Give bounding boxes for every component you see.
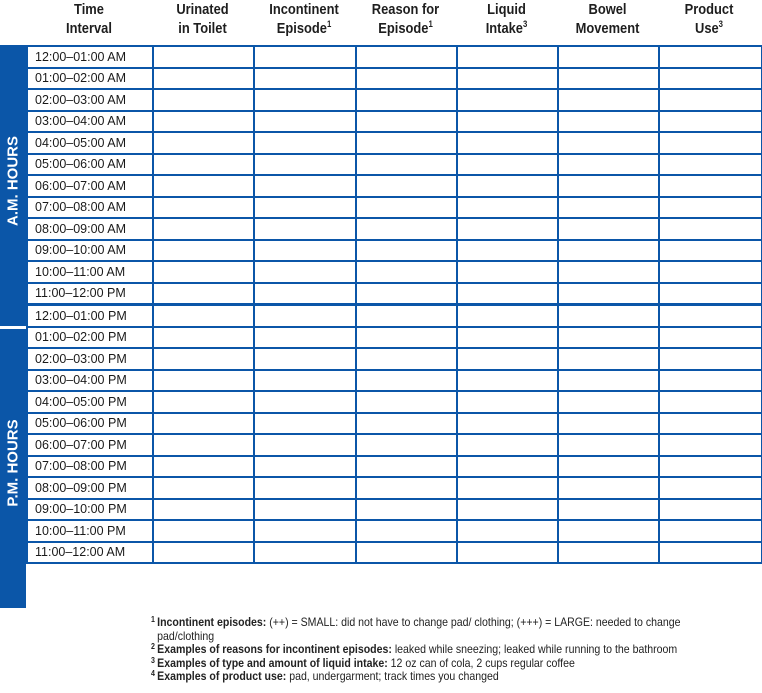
bowel-movement-cell[interactable] — [558, 132, 659, 154]
incontinent-episode-cell[interactable] — [254, 391, 356, 413]
reason-for-episode-cell[interactable] — [356, 434, 457, 456]
time-interval-cell: 01:00–02:00 AM — [27, 68, 153, 90]
product-use-cell[interactable] — [659, 391, 762, 413]
bowel-movement-cell[interactable] — [558, 477, 659, 499]
header-urinated-in-toilet: Urinated in Toilet — [176, 1, 229, 37]
urinated-in-toilet-cell[interactable] — [153, 175, 254, 197]
liquid-intake-cell[interactable] — [457, 154, 558, 176]
pm-hours-sidebar — [0, 329, 26, 608]
urinated-in-toilet-cell[interactable] — [153, 111, 254, 133]
urinated-in-toilet-cell[interactable] — [153, 370, 254, 392]
product-use-cell[interactable] — [659, 89, 762, 111]
liquid-intake-cell[interactable] — [457, 261, 558, 283]
reason-for-episode-cell[interactable] — [356, 348, 457, 370]
footnote-1: 1 Incontinent episodes: (++) = SMALL: did not have to change pad/ clothing; (+++) = LARGE: needed to change pad/clothing — [151, 615, 681, 643]
bowel-movement-cell[interactable] — [558, 175, 659, 197]
bowel-movement-cell[interactable] — [558, 391, 659, 413]
bowel-movement-cell[interactable] — [558, 499, 659, 521]
incontinent-episode-cell[interactable] — [254, 305, 356, 327]
product-use-cell[interactable] — [659, 68, 762, 90]
liquid-intake-cell[interactable] — [457, 218, 558, 240]
liquid-intake-cell[interactable] — [457, 283, 558, 305]
time-interval-cell: 02:00–03:00 PM — [27, 348, 153, 370]
urinated-in-toilet-cell[interactable] — [153, 327, 254, 349]
table-header — [0, 0, 762, 45]
urinated-in-toilet-cell[interactable] — [153, 132, 254, 154]
incontinent-episode-cell[interactable] — [254, 68, 356, 90]
incontinent-episode-cell[interactable] — [254, 132, 356, 154]
footnote-ref: 3 — [718, 19, 723, 29]
product-use-cell[interactable] — [659, 154, 762, 176]
table-row — [27, 111, 762, 133]
liquid-intake-cell[interactable] — [457, 89, 558, 111]
incontinent-episode-cell[interactable] — [254, 46, 356, 68]
reason-for-episode-cell[interactable] — [356, 132, 457, 154]
table-row — [27, 348, 762, 370]
table-row — [27, 240, 762, 262]
am-hours-sidebar — [0, 45, 26, 327]
table-row — [27, 520, 762, 542]
liquid-intake-cell[interactable] — [457, 456, 558, 478]
reason-for-episode-cell[interactable] — [356, 68, 457, 90]
urinated-in-toilet-cell[interactable] — [153, 456, 254, 478]
reason-for-episode-cell[interactable] — [356, 370, 457, 392]
table-row — [27, 46, 762, 68]
footnote-4: 4 Examples of product use: pad, undergarment; track times you changed — [151, 669, 499, 684]
urinated-in-toilet-cell[interactable] — [153, 197, 254, 219]
table-row — [27, 305, 762, 327]
urinated-in-toilet-cell[interactable] — [153, 154, 254, 176]
table-row — [27, 68, 762, 90]
time-interval-cell: 12:00–01:00 PM — [27, 305, 153, 327]
table-row — [27, 327, 762, 349]
reason-for-episode-cell[interactable] — [356, 327, 457, 349]
time-interval-cell: 06:00–07:00 PM — [27, 434, 153, 456]
urinated-in-toilet-cell[interactable] — [153, 499, 254, 521]
table-row — [27, 132, 762, 154]
bowel-movement-cell[interactable] — [558, 111, 659, 133]
reason-for-episode-cell[interactable] — [356, 391, 457, 413]
time-interval-cell: 11:00–12:00 PM — [27, 283, 153, 305]
header-time-interval: Time Interval — [66, 1, 112, 37]
incontinent-episode-cell[interactable] — [254, 218, 356, 240]
diary-grid-body — [27, 46, 762, 563]
urinated-in-toilet-cell[interactable] — [153, 434, 254, 456]
liquid-intake-cell[interactable] — [457, 520, 558, 542]
liquid-intake-cell[interactable] — [457, 391, 558, 413]
reason-for-episode-cell[interactable] — [356, 111, 457, 133]
table-row — [27, 542, 762, 564]
incontinent-episode-cell[interactable] — [254, 456, 356, 478]
bowel-movement-cell[interactable] — [558, 370, 659, 392]
incontinent-episode-cell[interactable] — [254, 370, 356, 392]
table-row — [27, 499, 762, 521]
liquid-intake-cell[interactable] — [457, 370, 558, 392]
reason-for-episode-cell[interactable] — [356, 46, 457, 68]
urinated-in-toilet-cell[interactable] — [153, 520, 254, 542]
incontinent-episode-cell[interactable] — [254, 283, 356, 305]
incontinent-episode-cell[interactable] — [254, 261, 356, 283]
incontinent-episode-cell[interactable] — [254, 348, 356, 370]
time-interval-cell: 05:00–06:00 AM — [27, 154, 153, 176]
reason-for-episode-cell[interactable] — [356, 197, 457, 219]
liquid-intake-cell[interactable] — [457, 132, 558, 154]
product-use-cell[interactable] — [659, 456, 762, 478]
table-row — [27, 261, 762, 283]
footnote-ref: 1 — [326, 19, 332, 29]
footnote-ref: 3 — [522, 19, 528, 29]
incontinent-episode-cell[interactable] — [254, 154, 356, 176]
product-use-cell[interactable] — [659, 499, 762, 521]
table-row — [27, 434, 762, 456]
table-row — [27, 370, 762, 392]
liquid-intake-cell[interactable] — [457, 542, 558, 564]
liquid-intake-cell[interactable] — [457, 197, 558, 219]
bowel-movement-cell[interactable] — [558, 261, 659, 283]
liquid-intake-cell[interactable] — [457, 413, 558, 435]
table-row — [27, 456, 762, 478]
bowel-movement-cell[interactable] — [558, 283, 659, 305]
urinated-in-toilet-cell[interactable] — [153, 348, 254, 370]
header-bowel-movement: Bowel Movement — [575, 1, 640, 37]
reason-for-episode-cell[interactable] — [356, 542, 457, 564]
time-interval-cell: 03:00–04:00 AM — [27, 111, 153, 133]
time-interval-cell: 04:00–05:00 PM — [27, 391, 153, 413]
liquid-intake-cell[interactable] — [457, 46, 558, 68]
bowel-movement-cell[interactable] — [558, 218, 659, 240]
product-use-cell[interactable] — [659, 434, 762, 456]
incontinent-episode-cell[interactable] — [254, 175, 356, 197]
table-row — [27, 197, 762, 219]
time-interval-cell: 02:00–03:00 AM — [27, 89, 153, 111]
bowel-movement-cell[interactable] — [558, 197, 659, 219]
time-interval-cell: 10:00–11:00 PM — [27, 520, 153, 542]
time-interval-cell: 09:00–10:00 PM — [27, 499, 153, 521]
footnote-2: 2 Examples of reasons for incontinent episodes: leaked while sneezing; leaked while running to the bathroom — [151, 642, 678, 657]
product-use-cell[interactable] — [659, 218, 762, 240]
urinated-in-toilet-cell[interactable] — [153, 46, 254, 68]
reason-for-episode-cell[interactable] — [356, 413, 457, 435]
liquid-intake-cell[interactable] — [457, 348, 558, 370]
am-hours-label: A.M. HOURS — [4, 136, 22, 226]
reason-for-episode-cell[interactable] — [356, 283, 457, 305]
table-row — [27, 175, 762, 197]
bowel-movement-cell[interactable] — [558, 520, 659, 542]
product-use-cell[interactable] — [659, 327, 762, 349]
reason-for-episode-cell[interactable] — [356, 305, 457, 327]
product-use-cell[interactable] — [659, 261, 762, 283]
product-use-cell[interactable] — [659, 197, 762, 219]
urinated-in-toilet-cell[interactable] — [153, 413, 254, 435]
table-row — [27, 283, 762, 305]
bowel-movement-cell[interactable] — [558, 413, 659, 435]
incontinent-episode-cell[interactable] — [254, 542, 356, 564]
product-use-cell[interactable] — [659, 240, 762, 262]
time-interval-cell: 06:00–07:00 AM — [27, 175, 153, 197]
product-use-cell[interactable] — [659, 305, 762, 327]
reason-for-episode-cell[interactable] — [356, 154, 457, 176]
product-use-cell[interactable] — [659, 542, 762, 564]
reason-for-episode-cell[interactable] — [356, 240, 457, 262]
footnotes — [151, 616, 732, 684]
liquid-intake-cell[interactable] — [457, 499, 558, 521]
bowel-movement-cell[interactable] — [558, 240, 659, 262]
header-incontinent-episode: Incontinent Episode$^1$ — [269, 1, 339, 37]
liquid-intake-cell[interactable] — [457, 477, 558, 499]
product-use-cell[interactable] — [659, 175, 762, 197]
footnote-3: 3 Examples of type and amount of liquid intake: 12 oz can of cola, 2 cups regular coffee — [151, 655, 575, 670]
urinated-in-toilet-cell[interactable] — [153, 240, 254, 262]
bowel-movement-cell[interactable] — [558, 46, 659, 68]
bowel-movement-cell[interactable] — [558, 89, 659, 111]
urinated-in-toilet-cell[interactable] — [153, 218, 254, 240]
bowel-movement-cell[interactable] — [558, 305, 659, 327]
time-interval-cell: 03:00–04:00 PM — [27, 370, 153, 392]
urinated-in-toilet-cell[interactable] — [153, 477, 254, 499]
bowel-movement-cell[interactable] — [558, 68, 659, 90]
product-use-cell[interactable] — [659, 46, 762, 68]
time-interval-cell: 07:00–08:00 PM — [27, 456, 153, 478]
liquid-intake-cell[interactable] — [457, 434, 558, 456]
time-interval-cell: 10:00–11:00 AM — [27, 261, 153, 283]
table-row — [27, 391, 762, 413]
product-use-cell[interactable] — [659, 283, 762, 305]
reason-for-episode-cell[interactable] — [356, 89, 457, 111]
incontinent-episode-cell[interactable] — [254, 434, 356, 456]
time-interval-cell: 08:00–09:00 AM — [27, 218, 153, 240]
urinated-in-toilet-cell[interactable] — [153, 542, 254, 564]
time-interval-cell: 12:00–01:00 AM — [27, 46, 153, 68]
urinated-in-toilet-cell[interactable] — [153, 391, 254, 413]
incontinent-episode-cell[interactable] — [254, 477, 356, 499]
urinated-in-toilet-cell[interactable] — [153, 68, 254, 90]
urinated-in-toilet-cell[interactable] — [153, 283, 254, 305]
table-row — [27, 477, 762, 499]
reason-for-episode-cell[interactable] — [356, 520, 457, 542]
product-use-cell[interactable] — [659, 520, 762, 542]
incontinent-episode-cell[interactable] — [254, 520, 356, 542]
bowel-movement-cell[interactable] — [558, 327, 659, 349]
product-use-cell[interactable] — [659, 111, 762, 133]
diary-grid — [26, 45, 762, 564]
liquid-intake-cell[interactable] — [457, 240, 558, 262]
bowel-movement-cell[interactable] — [558, 348, 659, 370]
bowel-movement-cell[interactable] — [558, 542, 659, 564]
reason-for-episode-cell[interactable] — [356, 218, 457, 240]
time-interval-cell: 05:00–06:00 PM — [27, 413, 153, 435]
bowel-movement-cell[interactable] — [558, 154, 659, 176]
pm-hours-label: P.M. HOURS — [4, 419, 22, 507]
urinated-in-toilet-cell[interactable] — [153, 305, 254, 327]
reason-for-episode-cell[interactable] — [356, 456, 457, 478]
time-interval-cell: 09:00–10:00 AM — [27, 240, 153, 262]
time-interval-cell: 04:00–05:00 AM — [27, 132, 153, 154]
liquid-intake-cell[interactable] — [457, 68, 558, 90]
reason-for-episode-cell[interactable] — [356, 499, 457, 521]
urinated-in-toilet-cell[interactable] — [153, 89, 254, 111]
reason-for-episode-cell[interactable] — [356, 175, 457, 197]
incontinent-episode-cell[interactable] — [254, 240, 356, 262]
table-row — [27, 413, 762, 435]
incontinent-episode-cell[interactable] — [254, 197, 356, 219]
product-use-cell[interactable] — [659, 348, 762, 370]
time-interval-cell: 11:00–12:00 AM — [27, 542, 153, 564]
liquid-intake-cell[interactable] — [457, 175, 558, 197]
time-interval-cell: 08:00–09:00 PM — [27, 477, 153, 499]
incontinent-episode-cell[interactable] — [254, 111, 356, 133]
header-liquid-intake: Liquid Intake$^3$ — [485, 1, 528, 37]
table-row — [27, 89, 762, 111]
product-use-cell[interactable] — [659, 413, 762, 435]
header-reason-for-episode: Reason for Episode$^1$ — [371, 1, 440, 37]
liquid-intake-cell[interactable] — [457, 327, 558, 349]
incontinent-episode-cell[interactable] — [254, 89, 356, 111]
bowel-movement-cell[interactable] — [558, 434, 659, 456]
reason-for-episode-cell[interactable] — [356, 477, 457, 499]
time-interval-cell: 01:00–02:00 PM — [27, 327, 153, 349]
product-use-cell[interactable] — [659, 477, 762, 499]
liquid-intake-cell[interactable] — [457, 305, 558, 327]
table-row — [27, 218, 762, 240]
table-row — [27, 154, 762, 176]
product-use-cell[interactable] — [659, 370, 762, 392]
bowel-movement-cell[interactable] — [558, 456, 659, 478]
urinated-in-toilet-cell[interactable] — [153, 261, 254, 283]
incontinent-episode-cell[interactable] — [254, 327, 356, 349]
reason-for-episode-cell[interactable] — [356, 261, 457, 283]
footnote-ref: 1 — [428, 19, 433, 29]
header-product-use: Product Use$^3$ — [684, 1, 734, 37]
incontinent-episode-cell[interactable] — [254, 413, 356, 435]
incontinent-episode-cell[interactable] — [254, 499, 356, 521]
liquid-intake-cell[interactable] — [457, 111, 558, 133]
time-interval-cell: 07:00–08:00 AM — [27, 197, 153, 219]
product-use-cell[interactable] — [659, 132, 762, 154]
